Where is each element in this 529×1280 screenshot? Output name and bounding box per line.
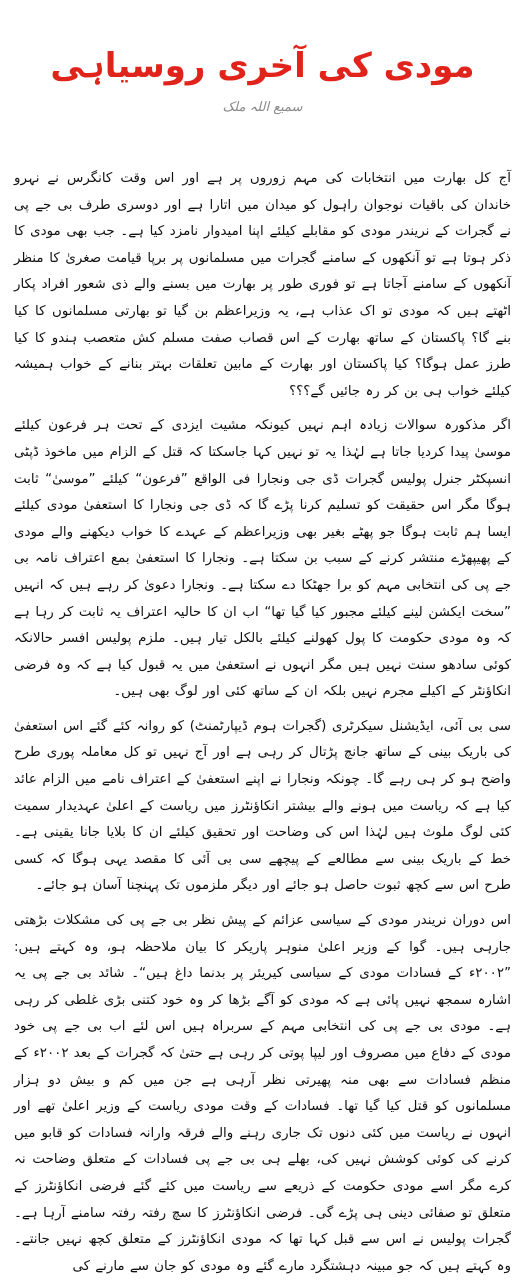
article-paragraph-4: اس دوران نریندر مودی کے سیاسی عزائم کے پیش نظر بی جے پی کی مشکلات بڑھتی جارہی ہیں۔ گوا کے وزیر اعلیٰ منوہر پاریکر کا بیان ملاحظہ ہو، وہ کہتے ہیں: ”۲۰۰۲ء کے فسادات مودی کے سیاسی کیریئر پر بدنما داغ ہیں“۔ شائد بی جے پی یہ اشارہ سمجھ نہیں پائی ہے کہ مودی کو آگے بڑھا کر وہ خود کتنی بڑی غلطی کر رہی ہے۔ مودی بی جے پی کی انتخابی مہم کے سربراہ ہیں اس لئے اب بی جے پی خود مودی کے دفاع میں مصروف اور لیپا پوتی کر رہی ہے حتیٰ کہ گجرات کے بعد ۲۰۰۲ء کے منظم فسادات سے بھی منہ پھیرتی نظر آرہی ہے جن میں کم و بیش دو ہزار مسلمانوں کو قتل کیا گیا تھا۔ فسادات کے وقت مودی ریاست کے وزیر اعلیٰ تھے اور انہوں نے ریاست میں کئی دنوں تک جاری رہنے والے فرقہ وارانہ فسادات کو قابو میں کرنے کی کوئی کوشش نہیں کی، بھلے ہی بی جے پی فسادات کے متعلق وضاحت نہ کرے مگر اسے مودی حکومت کے ذریعے سے ریاست میں کئے گئے فرضی انکاؤنٹرز کے متعلق تو صفائی دینی ہی پڑے گی۔ فرضی انکاؤنٹرز کا سچ رفتہ رفتہ سامنے آرہا ہے۔ گجرات پولیس نے اس سے قبل کہا تھا کہ مودی انکاؤنٹرز کے متعلق کچھ نہیں جانتے۔ وہ کہتے ہیں کہ جو مبینہ دہشتگرد مارے گئے وہ مودی کو جان سے مارنے کی xyxy=(13,913,511,1274)
article-body xyxy=(14,166,511,1280)
article-title: مودی کی آخری روسیاہی xyxy=(50,46,475,86)
author-byline: سمیع اللہ ملک xyxy=(222,100,303,115)
article-paragraph-2: اگر مذکورہ سوالات زیادہ اہم نہیں کیونکہ مشیت ایزدی کے تحت ہر فرعون کیلئے موسیٰ پیدا کردیا جاتا ہے لہٰذا یہ تو نہیں کہا جاسکتا کہ قتل کے الزام میں ماخوذ ڈپٹی انسپکٹر جنرل پولیس گجرات ڈی جی ونجارا فی الواقع ”فرعون“ کیلئے ”موسیٰ“ ثابت ہوگا مگر اس حقیقت کو تسلیم کرنا پڑے گا کہ ڈی جی ونجارا کا استعفیٰ مودی کیلئے ایسا ہم ثابت ہوگا جو پھٹے بغیر بھی وزیراعظم کے عہدے کا خواب دیکھنے والے مودی کے پھیپھڑے منتشر کرنے کے سبب بن سکتا ہے۔ ونجارا کا استعفیٰ بمع اعتراف نامہ بی جے پی کی انتخابی مہم کو برا جھٹکا دے سکتا ہے۔ ونجارا دعویٰ کر رہے ہیں کہ انہیں ”سخت ایکشن لینے کیلئے مجبور کیا گیا تھا“ اب ان کا حالیہ اعتراف یہ ثابت کر رہا ہے کہ وہ مودی حکومت کا پول کھولنے کیلئے بالکل تیار ہیں۔ ملزم پولیس افسر حالانکہ کوئی سادھو سنت نہیں ہیں مگر انہوں نے استعفیٰ میں یہ قبول کیا ہے کہ وہ فرضی انکاؤنٹر کے اکیلے مجرم نہیں بلکہ ان کے ساتھ کئی اور لوگ بھی ہیں۔ xyxy=(14,418,511,700)
article-paragraph-3: سی بی آئی، ایڈیشنل سیکرٹری (گجرات ہوم ڈیپارٹمنٹ) کو روانہ کئے گئے اس استعفیٰ کی باریک بینی کے ساتھ جانچ پڑتال کر رہی ہے اور آج نہیں تو کل معاملہ پوری طرح واضح ہو کر ہی رہے گا۔ چونکہ ونجارا نے اپنے استعفیٰ کے اعتراف نامے میں الزام عائد کیا ہے کہ ریاست میں ہونے والے بیشتر انکاؤنٹرز میں ریاست کے اعلیٰ عہدیدار سمیت کئی لوگ ملوث ہیں لہٰذا اس کی وضاحت اور تحقیق کیلئے ان کا بلایا جانا یقینی ہے۔ خط کے باریک بینی سے مطالعے کے پیچھے سی بی آئی کا مقصد یہی ہوگا کہ کسی طرح اس سے کچھ ثبوت حاصل ہو جائے اور دیگر ملزموں تک پہنچنا آسان ہو جائے۔ xyxy=(14,718,511,894)
article-paragraph-1: آج کل بھارت میں انتخابات کی مہم زوروں پر ہے اور اس وقت کانگرس نے نہرو خاندان کی باقیات نوجوان راہول کو میدان میں اتارا ہے اور دوسری طرف بی جے پی نے گجرات کے نریندر مودی کو مقابلے کیلئے اپنا امیدوار نامزد کیا ہے۔ جب بھی مودی کا ذکر ہوتا ہے تو آنکھوں کے سامنے گجرات میں مسلمانوں پر برپا قیامت صغریٰ کا منظر آنکھوں کے سامنے آجاتا ہے تو فوری طور پر بھارت میں بسنے والے ذی شعور افراد پکار اٹھتے ہیں کہ مودی تو اک عذاب ہے، یہ وزیراعظم بن گیا تو بھارتی مسلمانوں کا کیا بنے گا؟ پاکستان کے ساتھ بھارت کے اس قصاب صفت مسلم کش متعصب ہندو کا کیا طرز عمل ہوگا؟ کیا پاکستان اور بھارت کے مابین تعلقات بہتر بنانے کے خواب ہمیشہ کیلئے خواب ہی بن کر رہ جائیں گے؟؟؟ xyxy=(14,171,511,399)
